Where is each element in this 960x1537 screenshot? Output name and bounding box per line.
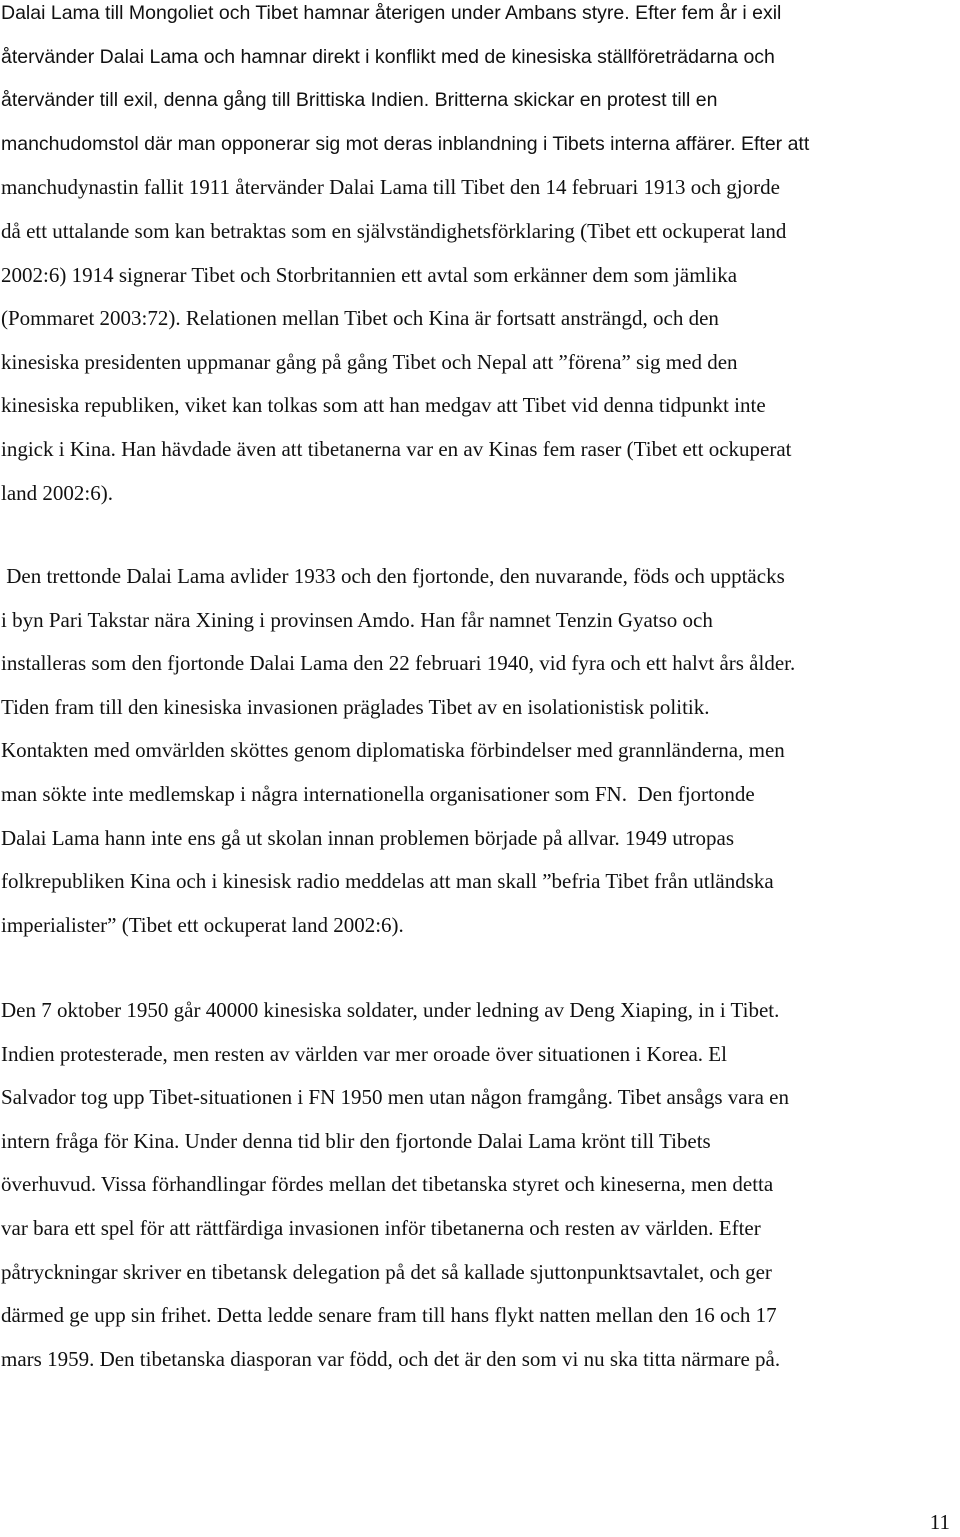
text-line: återvänder Dalai Lama och hamnar direkt i konflikt med de kinesiska ställföreträdarna och (1, 45, 775, 68)
paragraph-2 (1, 555, 956, 947)
text-line: imperialister” (Tibet ett ockuperat land 2002:6). (1, 912, 404, 937)
text-line: 2002:6) 1914 signerar Tibet och Storbritannien ett avtal som erkänner dem som jämlika (1, 262, 738, 287)
paragraph-3 (1, 989, 956, 1381)
text-line: land 2002:6). (1, 480, 113, 505)
text-line: var bara ett spel för att rättfärdiga invasionen inför tibetanerna och resten av världen. Efter (1, 1215, 761, 1240)
text-line: Den trettonde Dalai Lama avlider 1933 och den fjortonde, den nuvarande, föds och upptäcks (1, 564, 785, 588)
text-line: Salvador tog upp Tibet-situationen i FN 1950 men utan någon framgång. Tibet ansågs vara en (1, 1085, 789, 1110)
page-number: 11 (929, 1510, 950, 1534)
text-line: Indien protesterade, men resten av världen var mer oroade över situationen i Korea. El (1, 1041, 727, 1066)
text-line: därmed ge upp sin frihet. Detta ledde senare fram till hans flykt natten mellan den 16 och 17 (1, 1303, 777, 1328)
text-line: manchudomstol där man opponerar sig mot deras inblandning i Tibets interna affärer. Efter att (1, 132, 810, 155)
text-line: återvänder till exil, denna gång till Brittiska Indien. Britterna skickar en protest till en (1, 89, 718, 112)
text-line: Kontakten med omvärlden sköttes genom diplomatiska förbindelser med grannländerna, men (1, 738, 785, 763)
text-line: mars 1959. Den tibetanska diasporan var född, och det är den som vi nu ska titta närmare på. (1, 1346, 781, 1371)
text-line: ingick i Kina. Han hävdade även att tibetanerna var en av Kinas fem raser (Tibet ett ockuperat (1, 436, 792, 461)
text-line: då ett uttalande som kan betraktas som en självständighetsförklaring (Tibet ett ockuperat land (1, 218, 787, 243)
text-line: Dalai Lama till Mongoliet och Tibet hamnar återigen under Ambans styre. Efter fem år i exil (1, 2, 782, 24)
text-line: Dalai Lama hann inte ens gå ut skolan innan problemen började på allvar. 1949 utropas (1, 825, 735, 850)
text-line: intern fråga för Kina. Under denna tid blir den fjortonde Dalai Lama krönt till Tibets (1, 1128, 711, 1153)
text-line: installeras som den fjortonde Dalai Lama den 22 februari 1940, vid fyra och ett halvt års ålder. (1, 651, 796, 676)
text-line: manchudynastin fallit 1911 återvänder Dalai Lama till Tibet den 14 februari 1913 och gjorde (1, 175, 780, 200)
text-line: i byn Pari Takstar nära Xining i provinsen Amdo. Han får namnet Tenzin Gyatso och (1, 607, 713, 632)
text-line: man sökte inte medlemskap i några internationella organisationer som FN. Den fjortonde (1, 781, 755, 806)
paragraph-1 (1, 0, 956, 515)
text-line: kinesiska republiken, viket kan tolkas som att han medgav att Tibet vid denna tidpunkt inte (1, 393, 766, 418)
text-line: påtryckningar skriver en tibetansk delegation på det så kallade sjuttonpunktsavtalet, och ger (1, 1259, 772, 1284)
text-line: (Pommaret 2003:72). Relationen mellan Tibet och Kina är fortsatt ansträngd, och den (1, 306, 719, 331)
text-line: överhuvud. Vissa förhandlingar fördes mellan det tibetanska styret och kineserna, men detta (1, 1172, 774, 1197)
text-line: Tiden fram till den kinesiska invasionen präglades Tibet av en isolationistisk politik. (1, 694, 710, 719)
text-line: kinesiska presidenten uppmanar gång på gång Tibet och Nepal att ”förena” sig med den (1, 349, 738, 374)
text-line: Den 7 oktober 1950 går 40000 kinesiska soldater, under ledning av Deng Xiaping, in i Tibet. (1, 998, 780, 1022)
text-line: folkrepubliken Kina och i kinesisk radio meddelas att man skall ”befria Tibet från utländska (1, 869, 774, 894)
